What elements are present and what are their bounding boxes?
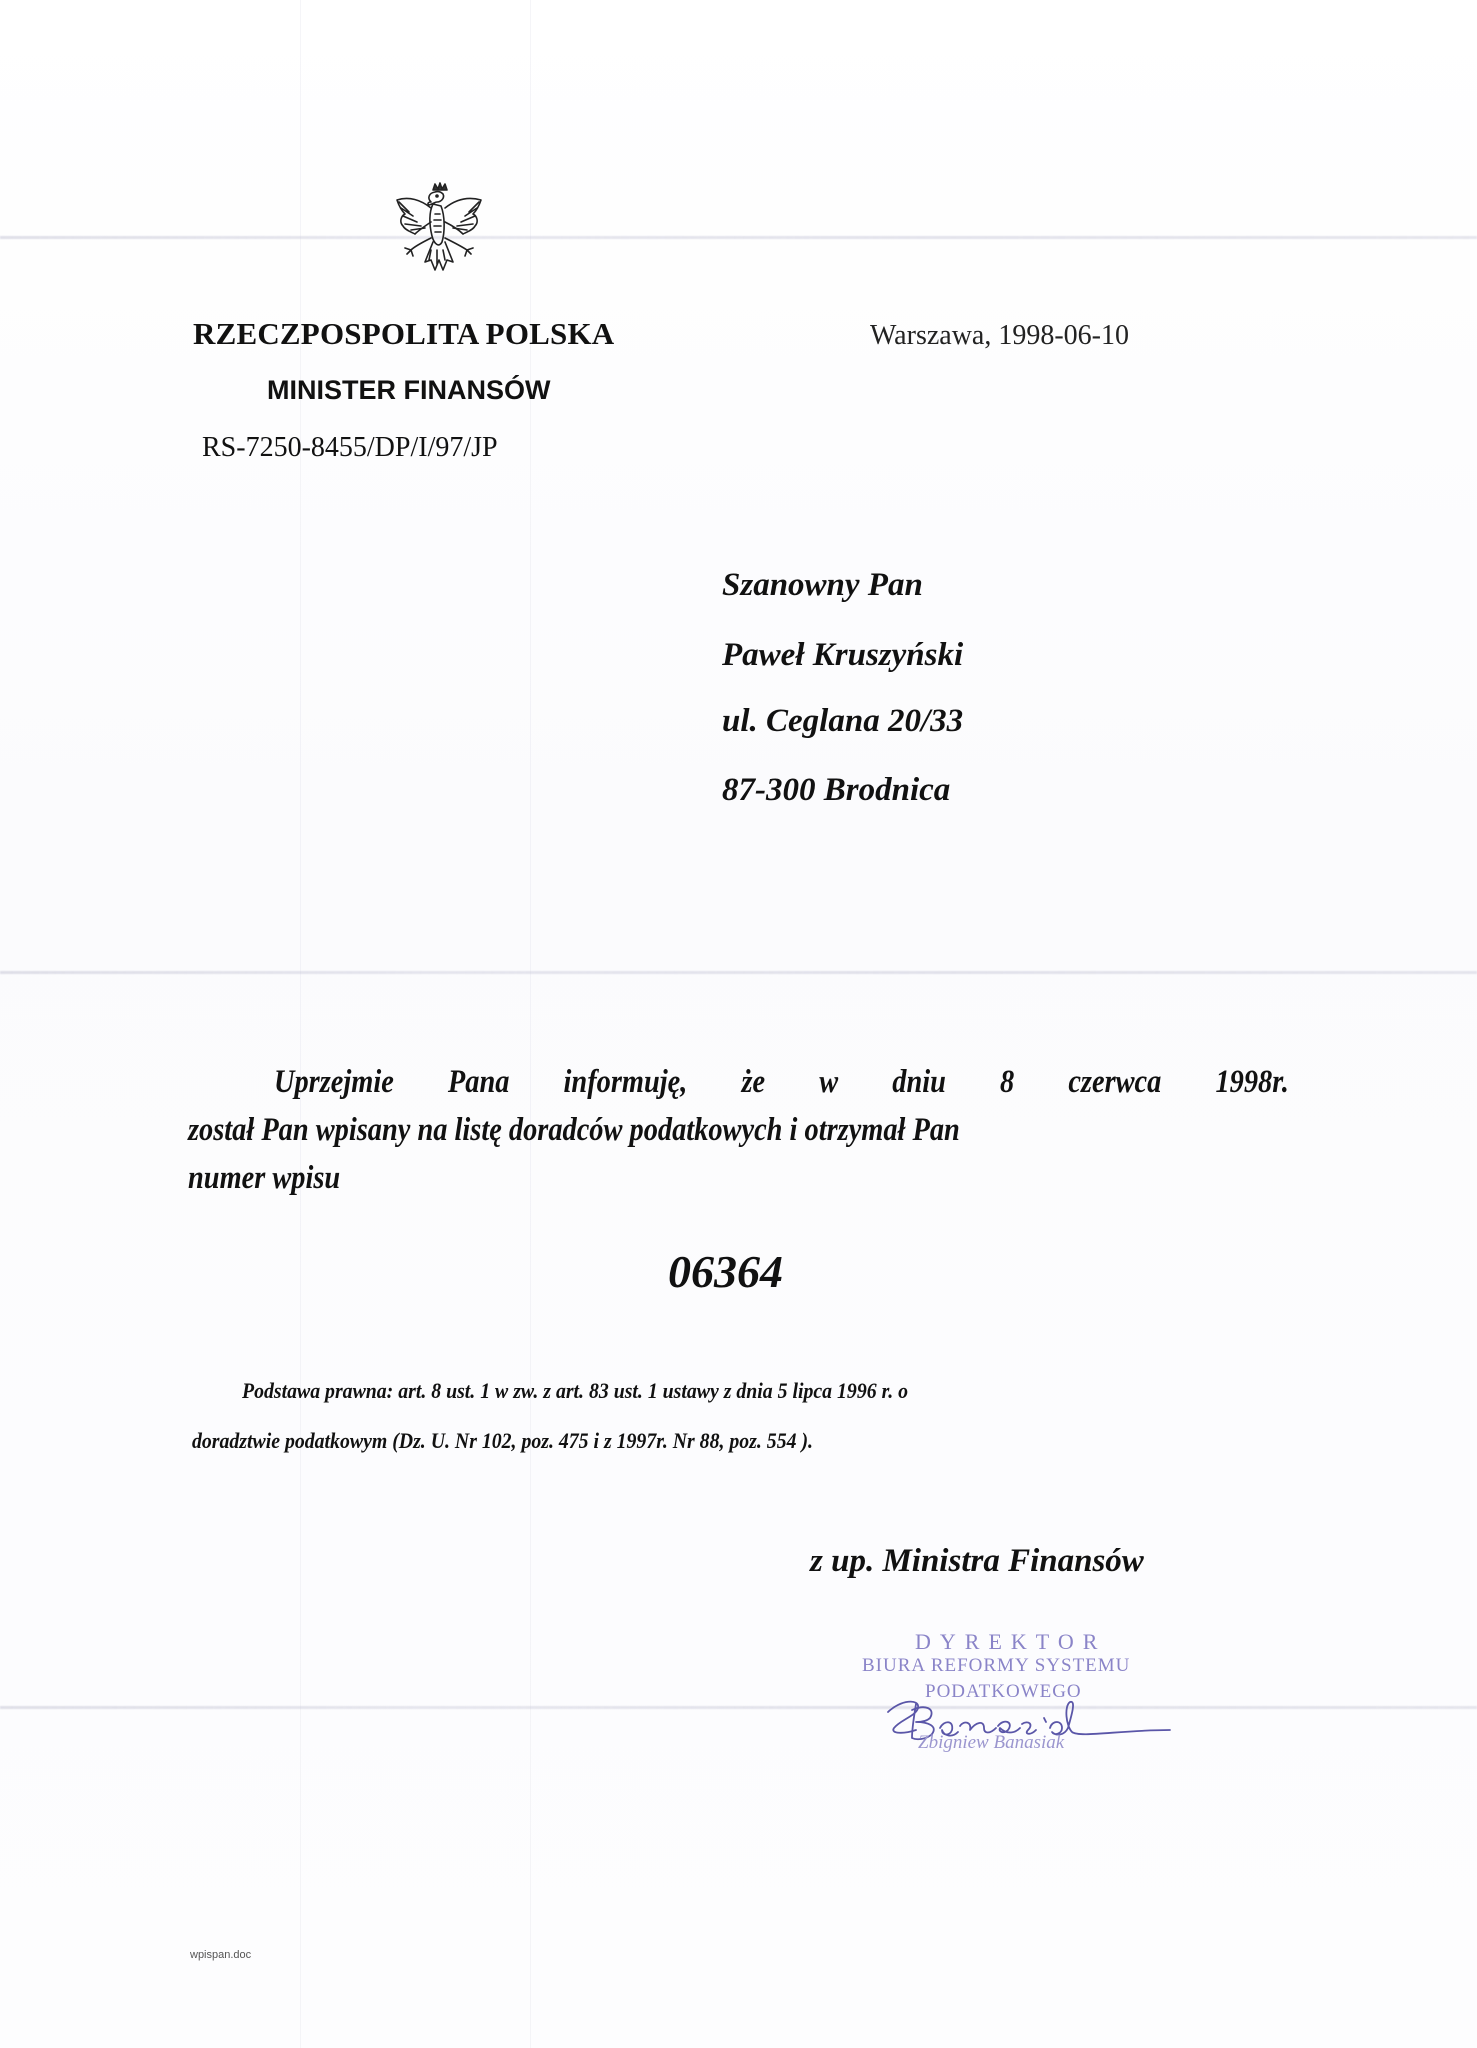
letter-body xyxy=(188,1058,1289,1202)
polish-eagle-icon xyxy=(385,180,495,300)
closing-line: z up. Ministra Finansów xyxy=(810,1543,1144,1579)
ministry-heading: MINISTER FINANSÓW xyxy=(267,375,551,405)
stamp-title: DYREKTOR xyxy=(915,1629,1107,1654)
stamp-signatory-name: Zbigniew Banasiak xyxy=(918,1732,1065,1753)
recipient-salutation: Szanowny Pan xyxy=(722,567,923,603)
fold-line xyxy=(0,236,1477,239)
fold-line xyxy=(0,1706,1477,1709)
registration-number: 06364 xyxy=(668,1246,783,1297)
paper-crease xyxy=(300,0,301,2048)
stamp-office: BIURA REFORMY SYSTEMU xyxy=(862,1655,1131,1676)
body-line: został Pan wpisany na listę doradców podatkowych i otrzymał Pan xyxy=(188,1112,960,1148)
paper-crease xyxy=(530,0,531,2048)
legal-basis-line: Podstawa prawna: art. 8 ust. 1 w zw. z art. 83 ust. 1 ustawy z dnia 5 lipca 1996 r. o xyxy=(242,1378,908,1403)
country-heading: RZECZPOSPOLITA POLSKA xyxy=(193,316,615,351)
body-line: numer wpisu xyxy=(188,1160,341,1196)
legal-basis-line: doradztwie podatkowym (Dz. U. Nr 102, poz. 475 i z 1997r. Nr 88, poz. 554 ). xyxy=(192,1428,813,1453)
place-date: Warszawa, 1998-06-10 xyxy=(870,320,1129,351)
recipient-street: ul. Ceglana 20/33 xyxy=(722,703,964,739)
reference-number: RS-7250-8455/DP/I/97/JP xyxy=(202,432,498,463)
body-line: Uprzejmie Pana informuję, że w dniu 8 czerwca 1998r. xyxy=(274,1064,1289,1100)
recipient-name: Paweł Kruszyński xyxy=(722,637,964,673)
stamp-office-2: PODATKOWEGO xyxy=(925,1681,1082,1702)
recipient-city: 87-300 Brodnica xyxy=(722,772,951,808)
fold-line xyxy=(0,971,1477,974)
footer-filename: wpispan.doc xyxy=(190,1949,252,1961)
